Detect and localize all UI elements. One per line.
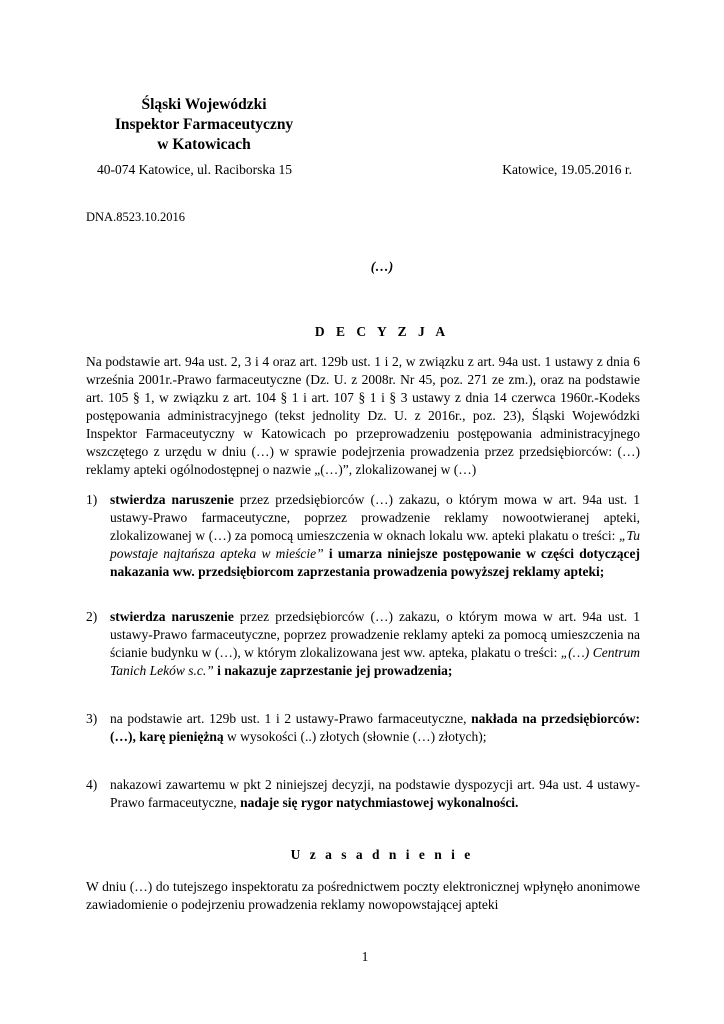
item-plain-text: nakazowi zawartemu w pkt 2 niniejszej decyzji, na podstawie dyspozycji art. 94a ust. 4 ustawy-Prawo farmaceutyczne, bbox=[110, 777, 640, 810]
item-plain-text: przez przedsiębiorców (…) zakazu, o którym mowa w art. 94a ust. 1 ustawy-Prawo farmaceutyczne, poprzez prowadzenie reklamy nowootwieranej apteki, zlokalizowanej w (…) za pomocą umieszczenia w oknach lokalu ww. apteki plakatu o treści: bbox=[110, 492, 640, 543]
issuer-line-1: Śląski Wojewódzki bbox=[141, 96, 267, 113]
item-text bbox=[110, 710, 640, 746]
decision-title: D E C Y Z J A bbox=[314, 324, 450, 339]
decision-item-3 bbox=[86, 710, 640, 746]
justification-title: U z a s a d n i e n i e bbox=[290, 847, 474, 862]
decision-item-1 bbox=[86, 491, 640, 581]
page-number: 1 bbox=[361, 949, 369, 964]
item-plain-text-2: w wysokości (..) złotych (słownie (…) złotych); bbox=[223, 729, 487, 744]
issuer-line-3: w Katowicach bbox=[157, 136, 251, 153]
item-plain-text: przez przedsiębiorców (…) zakazu, o którym mowa w art. 94a ust. 1 ustawy-Prawo farmaceutyczne, poprzez prowadzenie reklamy apteki za pomocą umieszczenia na ścianie budynku w (…), w którym zlokalizowana jest ww. apteka, plakatu o treści: bbox=[110, 609, 640, 660]
item-number: 4) bbox=[86, 777, 98, 792]
intro-paragraph: Na podstawie art. 94a ust. 2, 3 i 4 oraz art. 129b ust. 1 i 2, w związku z art. 94a ust. 1 ustawy z dnia 6 września 2001r.-Prawo farmaceutyczne (Dz. U. z 2008r. Nr 45, poz. 271 ze zm.), oraz na podstawie art. 105 § 1, w związku z art. 104 § 1 i art. 107 § 1 i § 3 ustawy z dnia 14 czerwca 1960r.-Kodeks postępowania administracyjnego (tekst jednolity Dz. U. z 2016r., poz. 23), Śląski Wojewódzki Inspektor Farmaceutyczny w Katowicach po przeprowadzeniu postępowania administracyjnego wszczętego z urzędu w dniu (…) w sprawie podejrzenia prowadzenia przez przedsiębiorców: (…) reklamy apteki ogólnodostępnej o nazwie „(…)”, zlokalizowanej w (…) bbox=[86, 354, 640, 477]
issuer-line-2: Inspektor Farmaceutyczny bbox=[114, 116, 294, 133]
item-quote: „(…) Centrum Tanich Leków s.c.” bbox=[110, 645, 640, 678]
issuer-block bbox=[84, 95, 324, 155]
recipient: (…) bbox=[370, 259, 394, 274]
item-bold-ruling: nadaje się rygor natychmiastowej wykonalności. bbox=[240, 795, 519, 810]
reference-number: DNA.8523.10.2016 bbox=[86, 210, 185, 224]
justification-paragraph: W dniu (…) do tutejszego inspektoratu za pośrednictwem poczty elektronicznej wpłynęło anonimowe zawiadomienie o podejrzeniu prowadzenia reklamy nowopowstającej apteki bbox=[86, 879, 640, 912]
document-date: Katowice, 19.05.2016 r. bbox=[502, 162, 632, 177]
item-number: 2) bbox=[86, 609, 98, 624]
item-bold-ruling: i umarza niniejsze postępowanie w części dotyczącej nakazania ww. przedsiębiorcom zaprzestania prowadzenia powyższej reklamy apteki; bbox=[110, 546, 640, 579]
item-bold-ruling: i nakazuje zaprzestanie jej prowadzenia; bbox=[213, 663, 453, 678]
item-text bbox=[110, 776, 640, 812]
issuer-address: 40-074 Katowice, ul. Raciborska 15 bbox=[97, 162, 292, 177]
item-bold-lead: stwierdza naruszenie bbox=[110, 492, 234, 507]
item-text bbox=[110, 608, 640, 680]
item-quote: „Tu powstaje najtańsza apteka w mieście” bbox=[110, 528, 640, 561]
decision-item-2 bbox=[86, 608, 640, 680]
item-plain-text: na podstawie art. 129b ust. 1 i 2 ustawy-Prawo farmaceutyczne, bbox=[110, 711, 472, 726]
decision-item-4 bbox=[86, 776, 640, 812]
item-bold-lead: stwierdza naruszenie bbox=[110, 609, 234, 624]
item-number: 1) bbox=[86, 492, 98, 507]
item-number: 3) bbox=[86, 711, 98, 726]
item-text bbox=[110, 491, 640, 581]
item-bold-ruling: nakłada na przedsiębiorców: (…), karę pieniężną bbox=[110, 711, 640, 744]
